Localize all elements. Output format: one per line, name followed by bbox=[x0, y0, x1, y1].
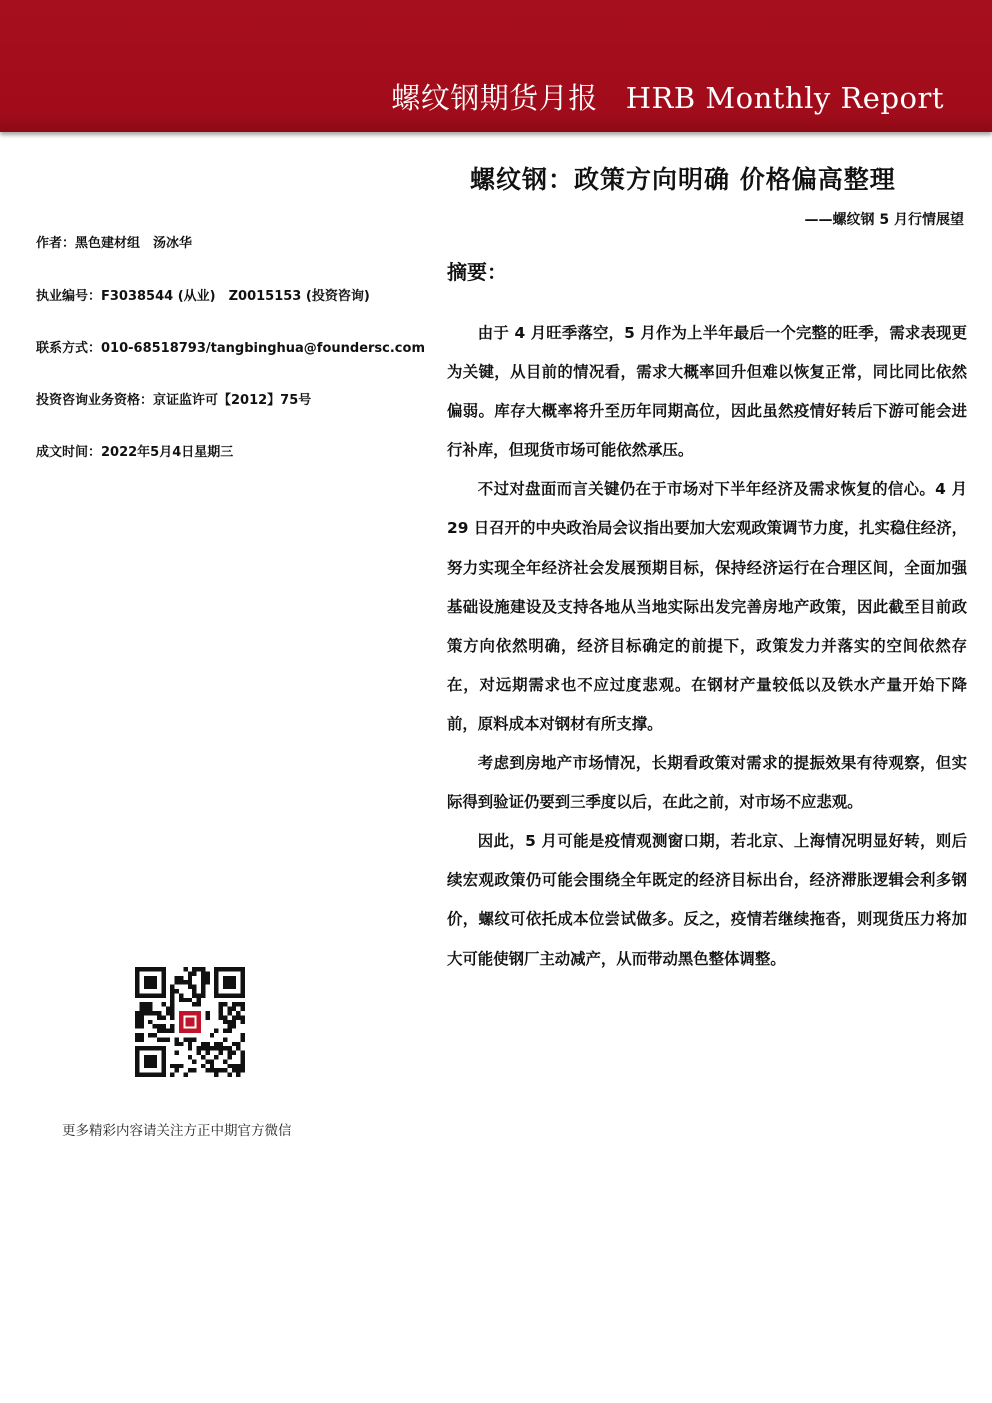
qr-caption: 更多精彩内容请关注方正中期官方微信 bbox=[62, 1123, 292, 1139]
report-subtitle: ——螺纹钢 5 月行情展望 bbox=[804, 212, 964, 228]
report-series-title bbox=[391, 76, 944, 117]
wechat-qr-code bbox=[135, 967, 245, 1077]
qualification-line: 投资咨询业务资格：京证监许可【2012】75号 bbox=[36, 393, 312, 408]
series-title-en: HRB Monthly Report bbox=[625, 81, 944, 115]
author-line: 作者：黑色建材组 汤冰华 bbox=[36, 236, 193, 251]
abstract-paragraph: 不过对盘面而言关键仍在于市场对下半年经济及需求恢复的信心。4 月 29 日召开的中央政治局会议指出要加大宏观政策调节力度，扎实稳住经济，努力实现全年经济社会发展预期目标，保持经济运行在合理区间，全面加强基础设施建设及支持各地从当地实际出发完善房地产政策，因此截至目前政策方向依然明确，经济目标确定的前提下，政策发力并落实的空间依然存在，对远期需求也不应过度悲观。在钢材产量较低以及铁水产量开始下降前，原料成本对钢材有所支撑。 bbox=[447, 480, 967, 733]
abstract-heading: 摘要： bbox=[447, 260, 507, 284]
series-title-cn: 螺纹钢期货月报 bbox=[391, 81, 598, 115]
abstract-paragraph: 考虑到房地产市场情况，长期看政策对需求的提振效果有待观察，但实际得到验证仍要到三季度以后，在此之前，对市场不应悲观。 bbox=[447, 754, 967, 812]
abstract-paragraph: 由于 4 月旺季落空，5 月作为上半年最后一个完整的旺季，需求表现更为关键，从目前的情况看，需求大概率回升但难以恢复正常，同比同比依然偏弱。库存大概率将升至历年同期高位，因此虽然疫情好转后下游可能会进行补库，但现货市场可能依然承压。 bbox=[447, 324, 967, 460]
license-line: 执业编号：F3038544 (从业) Z0015153 (投资咨询) bbox=[36, 289, 370, 304]
report-title: 螺纹钢：政策方向明确 价格偏高整理 bbox=[470, 165, 896, 194]
abstract-body bbox=[447, 314, 967, 979]
abstract-paragraph: 因此，5 月可能是疫情观测窗口期，若北京、上海情况明显好转，则后续宏观政策仍可能会围绕全年既定的经济目标出台，经济滞胀逻辑会利多钢价，螺纹可依托成本位尝试做多。反之，疫情若继续拖沓，则现货压力将加大可能使钢厂主动减产，从而带动黑色整体调整。 bbox=[447, 832, 967, 968]
contact-line: 联系方式：010-68518793/tangbinghua@foundersc.com bbox=[36, 341, 425, 356]
founder-logo-icon bbox=[179, 1011, 201, 1033]
header-banner bbox=[0, 0, 992, 132]
date-line: 成文时间：2022年5月4日星期三 bbox=[36, 445, 234, 460]
